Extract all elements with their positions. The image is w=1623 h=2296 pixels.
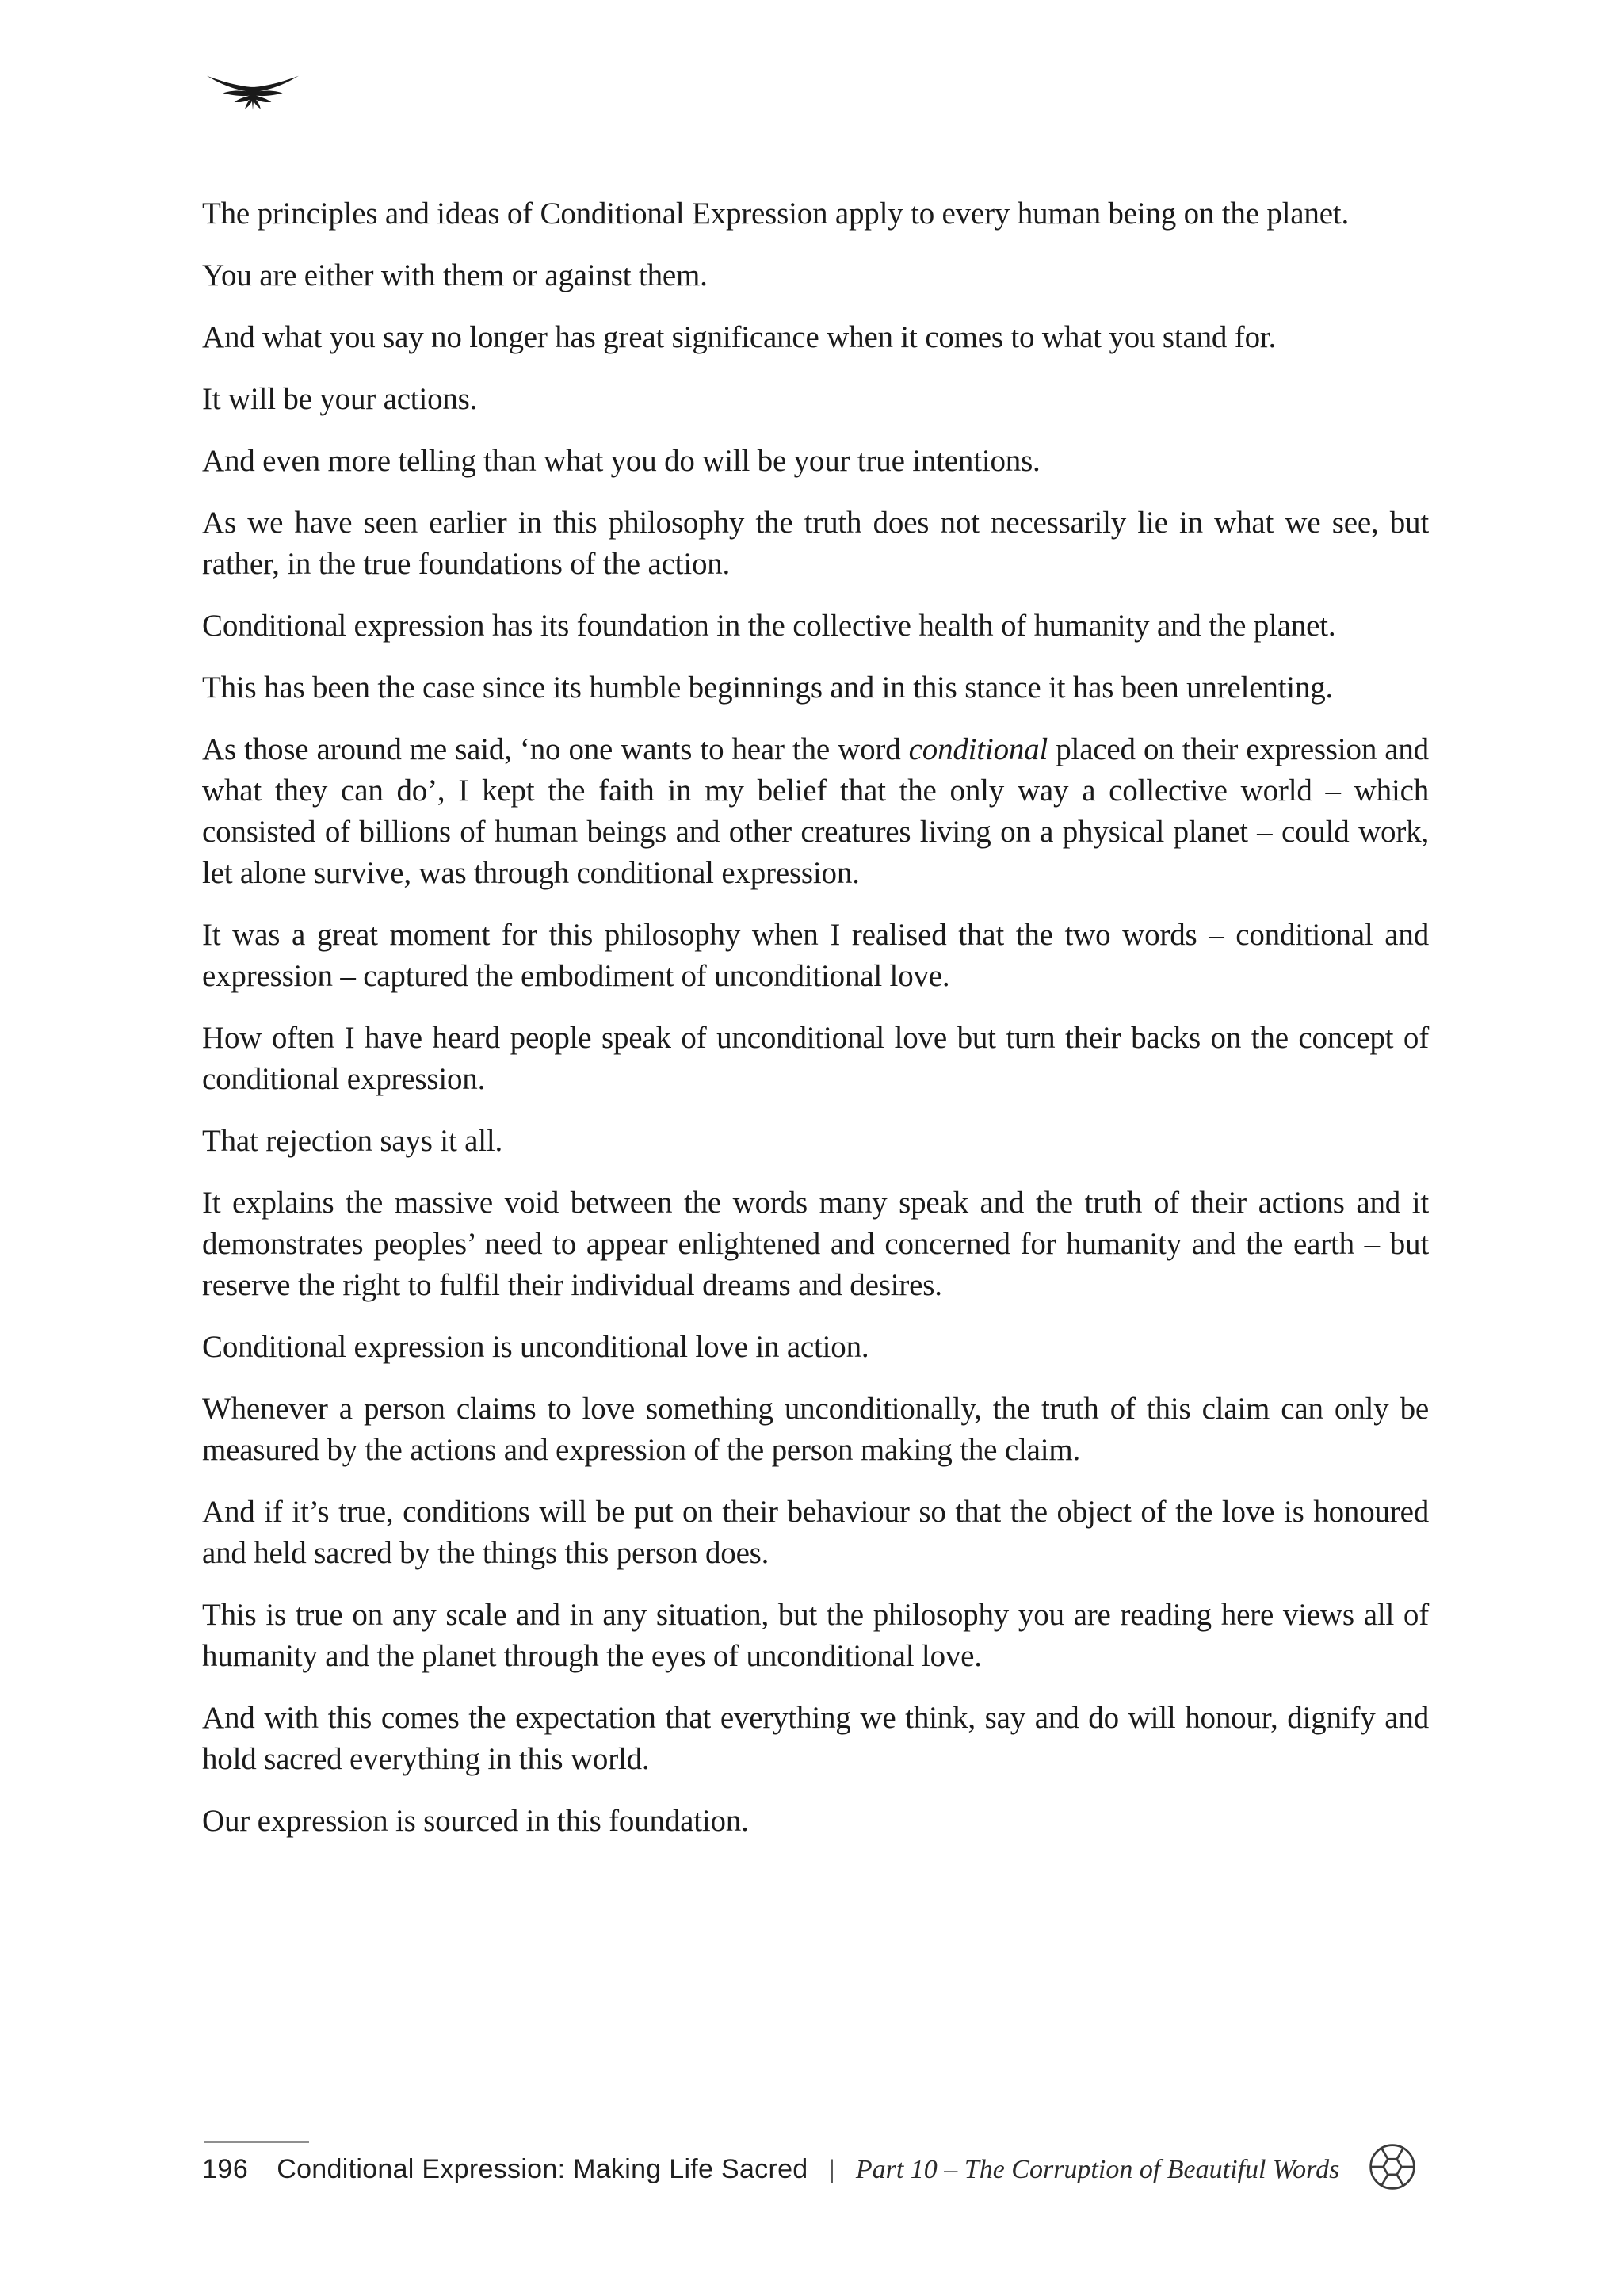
- body-text: [202, 193, 1429, 1842]
- text-segment: Conditional expression has its foundation in the collective health of humanity and the planet.: [202, 609, 1336, 643]
- text-segment: Conditional expression is unconditional love in action.: [202, 1330, 869, 1364]
- paragraph: [202, 317, 1429, 358]
- paragraph: [202, 1595, 1429, 1677]
- text-segment: Our expression is sourced in this foundation.: [202, 1804, 749, 1838]
- footer: [202, 2154, 1340, 2185]
- book-title: Conditional Expression: Making Life Sacred: [277, 2154, 808, 2184]
- text-segment: Whenever a person claims to love something unconditionally, the truth of this claim can only be measured by the actions and expression of the person making the claim.: [202, 1392, 1429, 1467]
- text-segment: As we have seen earlier in this philosophy the truth does not necessarily lie in what we see, but rather, in the true foundations of the action.: [202, 506, 1429, 581]
- text-segment: How often I have heard people speak of unconditional love but turn their backs on the concept of conditional expression.: [202, 1021, 1429, 1096]
- italic-text-segment: conditional: [908, 732, 1048, 766]
- paragraph: [202, 441, 1429, 482]
- text-segment: And even more telling than what you do will be your true intentions.: [202, 444, 1041, 478]
- text-segment: This has been the case since its humble beginnings and in this stance it has been unrelenting.: [202, 670, 1334, 705]
- paragraph: [202, 1492, 1429, 1574]
- text-segment: And if it’s true, conditions will be put on their behaviour so that the object of the love is honoured and held sacred by the things this person does.: [202, 1495, 1429, 1570]
- paragraph: [202, 1801, 1429, 1842]
- paragraph: [202, 1389, 1429, 1471]
- text-segment: This is true on any scale and in any situation, but the philosophy you are reading here views all of humanity and the planet through the eyes of unconditional love.: [202, 1598, 1429, 1673]
- text-segment: As those around me said, ‘no one wants to hear the word: [202, 732, 909, 766]
- paragraph: [202, 502, 1429, 585]
- text-segment: That rejection says it all.: [202, 1124, 503, 1158]
- wheel-ornament-icon: [1368, 2142, 1417, 2191]
- paragraph: [202, 729, 1429, 894]
- paragraph: [202, 606, 1429, 647]
- paragraph: [202, 915, 1429, 997]
- paragraph: [202, 1327, 1429, 1368]
- paragraph: [202, 667, 1429, 709]
- footer-rule: [204, 2141, 309, 2143]
- paragraph: [202, 1018, 1429, 1100]
- paragraph: [202, 1698, 1429, 1780]
- page-number: 196: [202, 2154, 249, 2184]
- text-segment: It explains the massive void between the words many speak and the truth of their actions and it demonstrates peoples’ need to appear enlightened and concerned for humanity and the earth – but reserve the right to fulfil their individual dreams and desires.: [202, 1186, 1429, 1302]
- part-title: Part 10 – The Corruption of Beautiful Words: [855, 2155, 1340, 2184]
- text-segment: placed on their expression and what they can do’, I kept the faith in my belief that the only way a collective world – which consisted of billions of human beings and other creatures living on a physical planet – could work, let alone survive, was through conditional expression.: [202, 732, 1429, 890]
- paragraph: [202, 193, 1429, 235]
- paragraph: [202, 1121, 1429, 1162]
- text-segment: You are either with them or against them.: [202, 258, 708, 292]
- text-segment: The principles and ideas of Conditional Expression apply to every human being on the planet.: [202, 197, 1349, 231]
- eagle-logo-icon: [204, 70, 301, 111]
- text-segment: And with this comes the expectation that everything we think, say and do will honour, dignify and hold sacred everything in this world.: [202, 1701, 1429, 1776]
- paragraph: [202, 255, 1429, 296]
- footer-separator: |: [828, 2155, 835, 2183]
- paragraph: [202, 379, 1429, 420]
- text-segment: And what you say no longer has great significance when it comes to what you stand for.: [202, 320, 1277, 354]
- text-segment: It was a great moment for this philosophy when I realised that the two words – conditional and expression – captured the embodiment of unconditional love.: [202, 918, 1429, 993]
- text-segment: It will be your actions.: [202, 382, 478, 416]
- paragraph: [202, 1182, 1429, 1306]
